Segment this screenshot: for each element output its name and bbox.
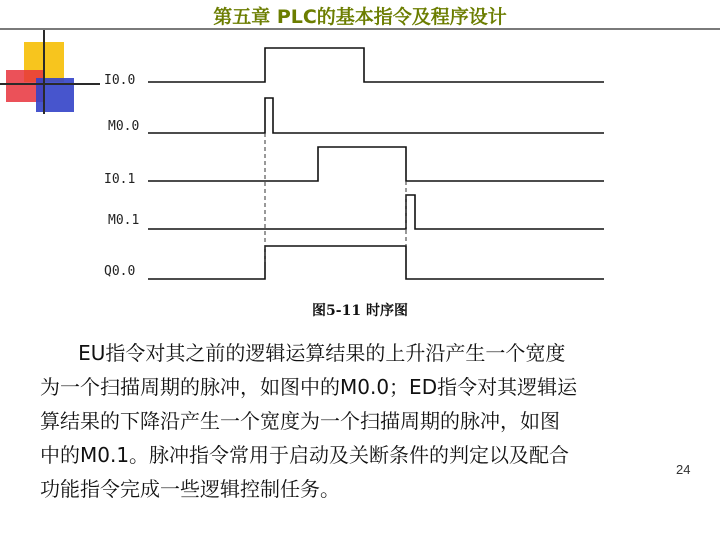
paragraph-line: 功能指令完成一些逻辑控制任务。	[40, 477, 340, 501]
paragraph-line: 中的M0.1。脉冲指令常用于启动及关断条件的判定以及配合	[40, 443, 570, 467]
signal-label-m01: M0.1	[108, 213, 140, 228]
waveform-m00	[148, 98, 604, 133]
description-paragraph	[40, 336, 670, 506]
signal-label-q00: Q0.0	[104, 264, 136, 279]
figure-caption: 图5-11 时序图	[312, 303, 408, 319]
chapter-title: 第五章 PLC的基本指令及程序设计	[213, 6, 507, 28]
waveform-i01	[148, 147, 604, 181]
paragraph-line: 算结果的下降沿产生一个宽度为一个扫描周期的脉冲，如图	[40, 409, 560, 433]
signal-label-i01: I0.1	[104, 172, 136, 187]
paragraph-line: 为一个扫描周期的脉冲，如图中的M0.0；ED指令对其逻辑运	[40, 375, 578, 399]
paragraph-line: EU指令对其之前的逻辑运算结果的上升沿产生一个宽度	[40, 341, 566, 365]
page-number: 24	[676, 462, 691, 477]
signal-label-i00: I0.0	[104, 73, 136, 88]
signal-label-m00: M0.0	[108, 119, 140, 134]
waveform-m01	[148, 195, 604, 229]
waveform-q00	[148, 246, 604, 279]
waveform-i00	[148, 48, 604, 82]
